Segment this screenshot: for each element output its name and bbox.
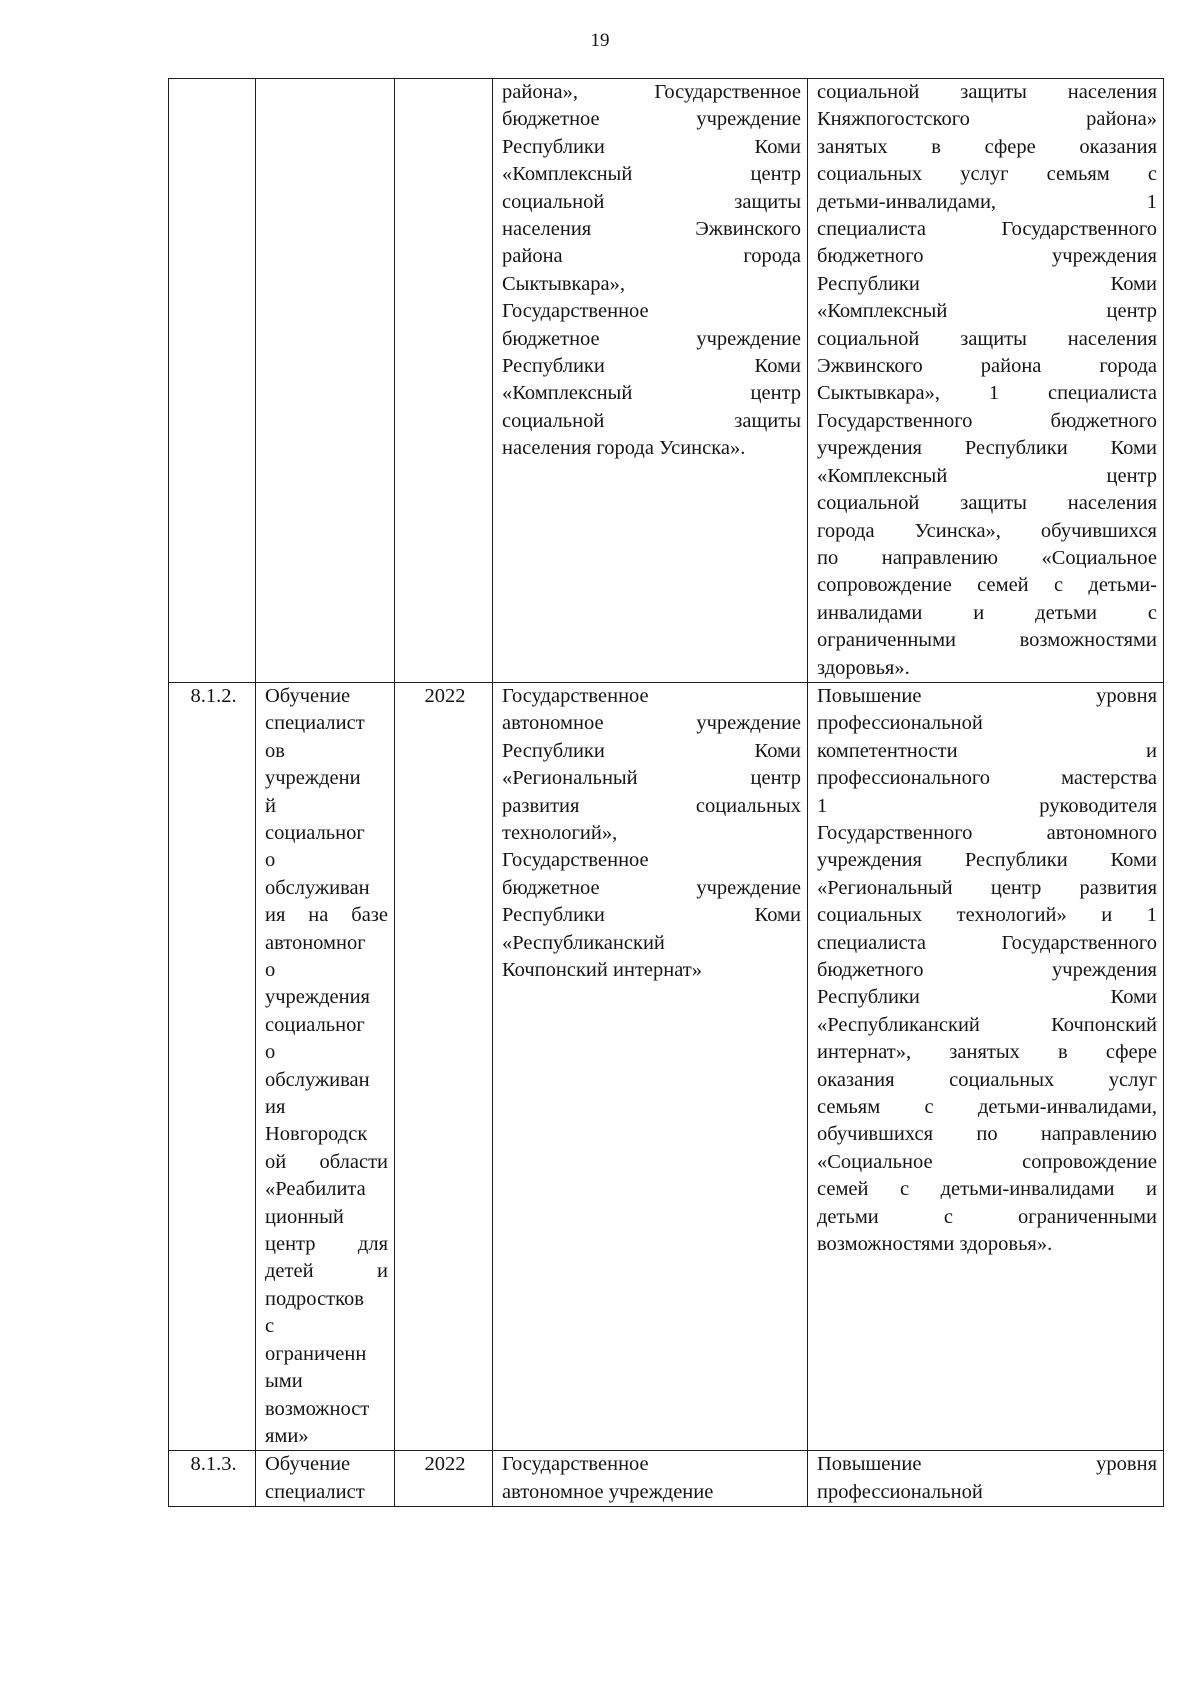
text-line: Республики Коми <box>502 355 801 378</box>
text-line: Повышение уровня <box>817 684 1157 707</box>
text-line: развития социальных <box>502 794 801 817</box>
text-line: обучившихся по направлению <box>817 1123 1157 1146</box>
text-line: оказания социальных услуг <box>817 1068 1157 1091</box>
text-line: «Комплексный центр <box>502 163 801 186</box>
text-line: Обучение <box>265 1453 351 1476</box>
text-line: ов <box>265 739 285 762</box>
text-line: о <box>265 849 276 872</box>
text-line: инвалидами и детьми с <box>817 601 1157 624</box>
measure-result-cell <box>808 79 1164 683</box>
text-line: профессиональной <box>817 712 983 735</box>
text-line: социальной защиты <box>502 409 801 432</box>
measure-result-cell <box>808 1451 1164 1507</box>
measure-name-cell <box>256 682 395 1450</box>
text-line: «Социальное сопровождение <box>817 1150 1157 1173</box>
page-number: 19 <box>590 30 610 51</box>
text-line: Государственное <box>502 684 649 707</box>
text-line: социальных услуг семьям с <box>817 163 1157 186</box>
measure-name-cell <box>256 79 395 683</box>
text-line: социальной защиты населения <box>817 327 1157 350</box>
text-line: ционный <box>265 1205 344 1228</box>
text-line: о <box>265 1041 276 1064</box>
text-line: специалиста Государственного <box>817 931 1157 954</box>
text-line: й <box>265 794 276 817</box>
measure-result-cell <box>808 682 1164 1450</box>
text-line: детьми-инвалидами, 1 <box>817 190 1157 213</box>
measure-number: 8.1.3. <box>190 1453 237 1476</box>
measure-executor-cell <box>493 79 808 683</box>
text-line: Княжпогостского района» <box>817 108 1157 131</box>
text-line: социальног <box>265 821 365 844</box>
text-line: Республики Коми <box>502 904 801 927</box>
text-line: Государственное <box>502 849 649 872</box>
text-line: автономное учреждение <box>502 1480 714 1503</box>
text-line: «Комплексный центр <box>817 300 1157 323</box>
text-line: специалиста Государственного <box>817 218 1157 241</box>
text-line: «Региональный центр развития <box>817 876 1157 899</box>
table-row <box>169 1451 1164 1507</box>
measure-year: 2022 <box>424 1453 466 1476</box>
text-line: учреждени <box>265 767 361 790</box>
text-line: Республики Коми <box>817 986 1157 1009</box>
text-line: семей с детьми-инвалидами и <box>817 1178 1157 1201</box>
text-line: здоровья». <box>817 656 910 679</box>
text-line: центр для <box>265 1233 388 1256</box>
text-line: Государственное <box>502 1453 649 1476</box>
text-line: автономное учреждение <box>502 712 801 735</box>
text-line: учреждения Республики Коми <box>817 849 1157 872</box>
measure-number-cell <box>169 79 256 683</box>
text-line: бюджетное учреждение <box>502 108 801 131</box>
measure-number-cell <box>169 682 256 1450</box>
measure-year-cell <box>395 79 493 683</box>
measure-executor-cell <box>493 682 808 1450</box>
text-line: с <box>265 1315 275 1338</box>
measure-number-cell <box>169 1451 256 1507</box>
measure-executor-cell <box>493 1451 808 1507</box>
text-line: бюджетное учреждение <box>502 876 801 899</box>
text-line: «Комплексный центр <box>502 382 801 405</box>
measures-table-body <box>169 79 1164 1507</box>
text-line: социальных технологий» и 1 <box>817 904 1157 927</box>
text-line: подростков <box>265 1287 364 1310</box>
text-line: бюджетного учреждения <box>817 959 1157 981</box>
text-line: ограниченн <box>265 1342 367 1365</box>
measure-year-cell <box>395 682 493 1450</box>
text-line: возможностями здоровья». <box>817 1233 1053 1256</box>
text-line: Сыктывкара», <box>502 272 626 295</box>
text-line: Государственное <box>502 300 649 323</box>
text-line: Государственного автономного <box>817 821 1157 844</box>
text-line: бюджетное учреждение <box>502 327 801 350</box>
text-line: компетентности и <box>817 739 1157 762</box>
text-line: Республики Коми <box>502 739 801 762</box>
table-row <box>169 682 1164 1450</box>
table-row <box>169 79 1164 683</box>
measures-table <box>168 78 1164 1507</box>
text-line: «Региональный центр <box>502 767 801 790</box>
text-line: социальног <box>265 1013 365 1036</box>
text-line: Сыктывкара», 1 специалиста <box>817 382 1157 405</box>
text-line: автономног <box>265 931 366 954</box>
text-line: Новгородск <box>265 1123 368 1146</box>
text-line: «Республиканский <box>502 931 665 954</box>
text-line: профессионального мастерства <box>817 767 1157 790</box>
text-line: Республики Коми <box>817 272 1157 295</box>
text-line: ия <box>265 1096 286 1119</box>
text-line: о <box>265 959 276 981</box>
text-line: обслуживан <box>265 1068 370 1091</box>
text-line: социальной защиты населения <box>817 81 1157 103</box>
text-line: социальной защиты населения <box>817 492 1157 515</box>
text-line: занятых в сфере оказания <box>817 135 1157 158</box>
text-line: Кочпонский интернат» <box>502 959 702 981</box>
text-line: населения Эжвинского <box>502 218 801 241</box>
measure-number: 8.1.2. <box>190 684 237 707</box>
text-line: сопровождение семей с детьми- <box>817 574 1157 597</box>
text-line: профессиональной <box>817 1480 983 1503</box>
text-line: технологий», <box>502 821 618 844</box>
text-line: специалист <box>265 1480 365 1503</box>
text-line: Эжвинского района города <box>817 355 1157 378</box>
text-line: ыми <box>265 1370 303 1393</box>
text-line: района города <box>502 245 801 268</box>
text-line: детей и <box>265 1260 388 1283</box>
text-line: Республики Коми <box>502 135 801 158</box>
text-line: специалист <box>265 712 365 735</box>
text-line: ограниченными возможностями <box>817 629 1157 652</box>
text-line: Обучение <box>265 684 351 707</box>
text-line: ями» <box>265 1424 309 1447</box>
measure-year: 2022 <box>424 684 466 707</box>
text-line: учреждения <box>265 986 370 1009</box>
text-line: «Комплексный центр <box>817 464 1157 487</box>
text-line: обслуживан <box>265 876 370 899</box>
text-line: интернат», занятых в сфере <box>817 1041 1157 1064</box>
text-line: 1 руководителя <box>817 794 1157 817</box>
text-line: возможност <box>265 1397 370 1420</box>
text-line: «Реабилита <box>265 1178 366 1201</box>
text-line: по направлению «Социальное <box>817 546 1157 569</box>
text-line: учреждения Республики Коми <box>817 437 1157 460</box>
text-line: района», Государственное <box>502 81 801 103</box>
text-line: Повышение уровня <box>817 1453 1157 1476</box>
text-line: семьям с детьми-инвалидами, <box>817 1096 1157 1119</box>
text-line: города Усинска», обучившихся <box>817 519 1157 542</box>
text-line: ой области <box>265 1150 388 1173</box>
measure-year-cell <box>395 1451 493 1507</box>
text-line: бюджетного учреждения <box>817 245 1157 268</box>
text-line: социальной защиты <box>502 190 801 213</box>
text-line: «Республиканский Кочпонский <box>817 1013 1157 1036</box>
text-line: детьми с ограниченными <box>817 1205 1157 1228</box>
text-line: населения города Усинска». <box>502 437 746 460</box>
text-line: ия на базе <box>265 904 388 927</box>
text-line: Государственного бюджетного <box>817 409 1157 432</box>
measure-name-cell <box>256 1451 395 1507</box>
